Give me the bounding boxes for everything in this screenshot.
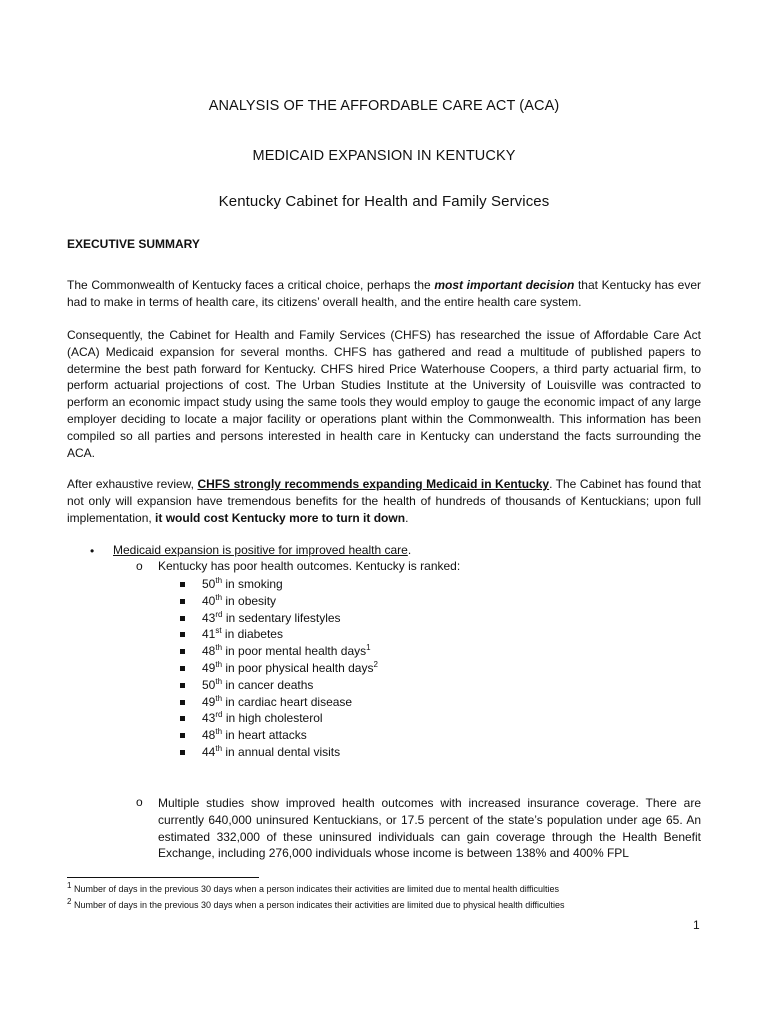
ranking-ordinal: th — [215, 643, 223, 653]
ranking-item — [180, 694, 378, 711]
square-bullet-icon — [180, 666, 185, 671]
ranking-label: in annual dental visits — [222, 744, 341, 759]
footnote-1 — [67, 881, 560, 894]
ranking-number: 40 — [202, 593, 216, 608]
section-heading: EXECUTIVE SUMMARY — [67, 237, 200, 251]
ranking-ordinal: th — [215, 659, 223, 669]
ranking-ordinal: st — [215, 626, 222, 636]
footnote-1-number: 1 — [67, 881, 72, 890]
ranking-number: 48 — [202, 728, 216, 743]
paragraph-recommendation-after: . — [405, 510, 409, 525]
footnote-2-number: 2 — [67, 897, 72, 906]
ranking-number: 43 — [202, 711, 216, 726]
page-number: 1 — [693, 918, 700, 932]
ranking-number: 44 — [202, 744, 216, 759]
ranking-label: in cancer deaths — [222, 677, 314, 692]
square-bullet-icon — [180, 599, 185, 604]
ranking-ordinal: rd — [215, 609, 223, 619]
ranking-item — [180, 643, 378, 660]
ranking-label: in smoking — [222, 577, 283, 591]
footnote-1-text: Number of days in the previous 30 days when a person indicates their activities are limited due to mental health difficulties — [71, 884, 560, 894]
paragraph-intro-emphasis: most important decision — [434, 278, 575, 292]
ranking-item — [180, 593, 378, 610]
bullet-marker: • — [90, 544, 95, 558]
ranking-item — [180, 677, 378, 694]
ranking-ordinal: th — [215, 743, 223, 753]
ranking-item — [180, 576, 378, 593]
paragraph-recommendation-middle: . The Cabinet has found that not only will expansion have tremendous benefits for the health of hundreds of thousands of Kentuckians; upon full implementation, — [67, 477, 701, 525]
ranking-label: in heart attacks — [222, 728, 307, 743]
title-line-2: MEDICAID EXPANSION IN KENTUCKY — [252, 148, 516, 164]
ranking-item — [180, 660, 378, 677]
footnote-2-text: Number of days in the previous 30 days when a person indicates their activities are limited due to physical health difficulties — [71, 900, 565, 910]
footnote-rule — [67, 877, 259, 878]
square-bullet-icon — [180, 616, 185, 621]
ranking-label: in poor mental health days — [222, 644, 367, 659]
square-bullet-icon — [180, 632, 185, 637]
square-bullet-icon — [180, 649, 185, 654]
sub-bullet-marker: o — [136, 559, 143, 573]
ranking-ordinal: th — [215, 693, 223, 703]
sub-bullet-marker-2: o — [136, 795, 143, 809]
paragraph-research: Consequently, the Cabinet for Health and Family Services (CHFS) has researched the issue of Affordable Care Act (ACA) Medicaid expansion for several months. CHFS has gathered and read a multitude of published papers to determine the best path forward for Kentucky. CHFS hired Price Waterhouse Coopers, a third party actuarial firm, to perform actuarial projections of cost. The Urban Studies Institute at the University of Louisville was contracted to perform an economic impact study using the same tools they would employ to gauge the economic impact of any large employer deciding to locate a major facility or operations plant within the Commonwealth. This information has been compiled so all parties and persons interested in health care in Kentucky can understand the facts surrounding the ACA. — [67, 328, 701, 460]
ranking-number: 49 — [202, 660, 216, 675]
ranking-number: 49 — [202, 694, 216, 709]
square-bullet-icon — [180, 733, 185, 738]
paragraph-intro-before: The Commonwealth of Kentucky faces a critical choice, perhaps the — [67, 278, 435, 292]
recommendation-bold: it would cost Kentucky more to turn it down — [155, 510, 406, 525]
ranking-label: in poor physical health days — [222, 660, 374, 675]
sub-bullet-text: Kentucky has poor health outcomes. Kentucky is ranked: — [158, 559, 461, 573]
ranking-item — [180, 610, 378, 627]
square-bullet-icon — [180, 716, 185, 721]
ranking-number: 43 — [202, 610, 216, 625]
paragraph-intro-after: that Kentucky has ever had to make in terms of health care, its citizens’ overall health, and the entire health care system. — [67, 278, 701, 309]
footnote-reference[interactable]: 1 — [366, 643, 371, 653]
paragraph-intro — [67, 277, 701, 311]
ranking-number: 50 — [202, 577, 216, 591]
ranking-label: in high cholesterol — [222, 711, 323, 726]
ranking-number: 48 — [202, 644, 216, 659]
title-line-1: ANALYSIS OF THE AFFORDABLE CARE ACT (ACA) — [208, 98, 560, 114]
ranking-number: 50 — [202, 677, 216, 692]
footnote-2 — [67, 897, 565, 910]
square-bullet-icon — [180, 700, 185, 705]
square-bullet-icon — [180, 750, 185, 755]
footnote-reference[interactable]: 2 — [373, 659, 378, 669]
ranking-item — [180, 710, 378, 727]
ranking-item — [180, 744, 378, 761]
square-bullet-icon — [180, 683, 185, 688]
ranking-label: in diabetes — [221, 627, 283, 642]
bullet-text — [113, 543, 411, 557]
title-line-3: Kentucky Cabinet for Health and Family Services — [218, 193, 550, 210]
ranking-label: in cardiac heart disease — [222, 694, 353, 709]
ranking-label: in sedentary lifestyles — [222, 610, 341, 625]
ranking-label: in obesity — [222, 593, 277, 608]
ranking-ordinal: th — [215, 576, 223, 585]
ranking-item — [180, 626, 378, 643]
ranking-item — [180, 727, 378, 744]
bullet-suffix: . — [407, 543, 412, 557]
ranking-ordinal: th — [215, 592, 223, 602]
sub-bullet-text-2: Multiple studies show improved health outcomes with increased insurance coverage. There are currently 640,000 uninsured Kentuckians, or 17.5 percent of the state’s population under age 65. An estimated 332,000 of these uninsured individuals can gain coverage through the Health Benefit Exchange, including 276,000 individuals whose income is between 138% and 400% FPL — [158, 796, 701, 861]
bullet-heading: Medicaid expansion is positive for improved health care — [113, 543, 408, 557]
square-bullet-icon — [180, 582, 185, 587]
paragraph-recommendation — [67, 476, 701, 526]
rankings-list — [180, 576, 378, 761]
recommendation-emphasis: CHFS strongly recommends expanding Medicaid in Kentucky — [197, 477, 550, 491]
ranking-ordinal: rd — [215, 710, 223, 720]
paragraph-recommendation-before: After exhaustive review, — [67, 477, 198, 491]
ranking-ordinal: th — [215, 676, 223, 686]
ranking-number: 41 — [202, 627, 216, 642]
ranking-ordinal: th — [215, 727, 223, 737]
